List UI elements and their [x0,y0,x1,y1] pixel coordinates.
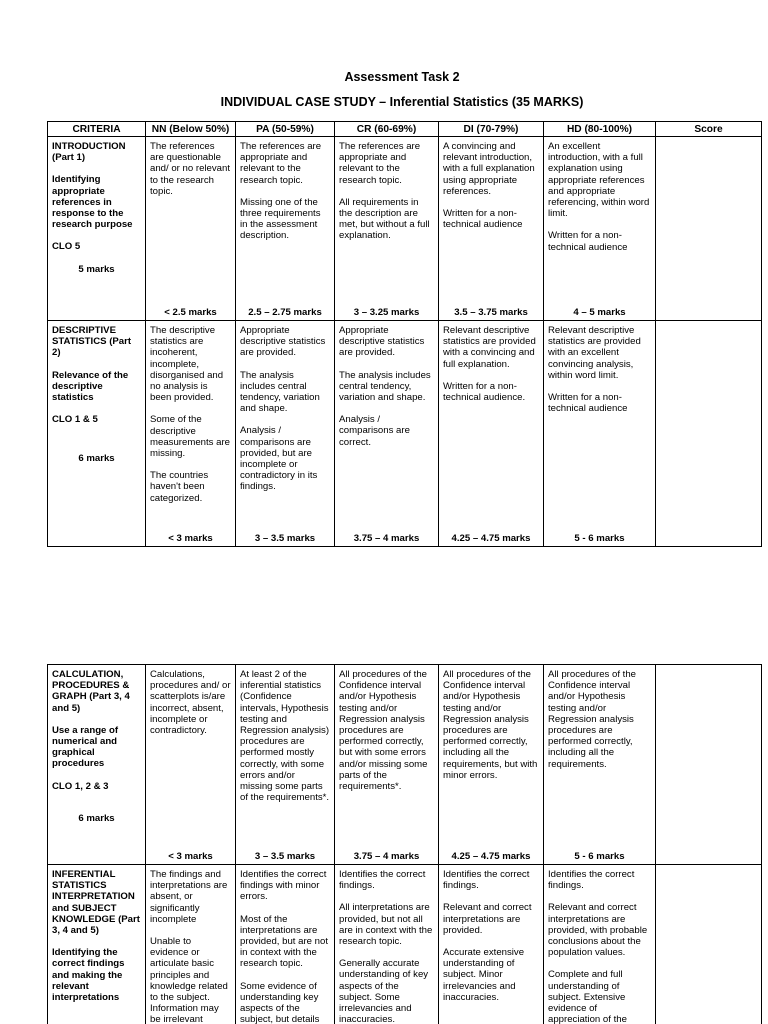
document-title: Assessment Task 2 [344,70,460,84]
descriptor-cell [439,137,544,321]
marks-range: < 3 marks [168,850,213,862]
criteria-name: INFERENTIAL STATISTICS INTERPRETATION and SUBJECT KNOWLEDGE (Part 3, 4 and 5) [52,869,140,937]
descriptor-cell [335,321,439,547]
descriptor-text: Written for a non-technical audience [443,208,523,231]
descriptor-cell [236,865,335,1024]
descriptor-text: Appropriate descriptive statistics are provided. [339,325,425,359]
marks-range: 4.25 – 4.75 marks [451,850,531,862]
score-cell[interactable] [656,321,762,547]
descriptor-text: Analysis / comparisons are correct. [339,414,410,448]
descriptor-text: All procedures of the Confidence interval and/or Hypothesis testing and/or Regression analysis procedures are performed correctly, including all the requirements, but with minor errors. [443,669,538,781]
criteria-cell [48,865,146,1024]
descriptor-text: Written for a non-technical audience [548,392,628,415]
descriptor-cell [236,321,335,547]
descriptor-text: The references are appropriate and relevant to the research topic. [240,141,322,186]
descriptor-text: Accurate extensive understanding of subject. Minor irrelevancies and inaccuracies. [443,947,525,1003]
descriptor-text: Complete and full understanding of subject. Extensive evidence of appreciation of the [548,969,627,1024]
descriptor-text: All interpretations are provided, but not all are in context with the research topic. [339,902,433,948]
marks-range: 5 - 6 marks [574,532,625,544]
descriptor-cell [146,321,236,547]
descriptor-cell [544,865,656,1024]
descriptor-text: The references are appropriate and relevant to the research topic. [339,141,421,186]
rubric-row-calculation [48,665,762,865]
rubric-row-inferential-statistics [48,865,762,1024]
marks-range: 4.25 – 4.75 marks [451,532,531,544]
marks-range: 2.5 – 2.75 marks [248,306,322,318]
descriptor-text: Some evidence of understanding key aspects of the subject, but details [240,980,320,1024]
descriptor-cell [439,321,544,547]
descriptor-cell [146,865,236,1024]
descriptor-text: Identifies the correct findings. [548,869,635,892]
descriptor-cell [146,137,236,321]
descriptor-text: Most of the interpretations are provided, but are not in context with the research topic. [240,913,329,970]
descriptor-cell [544,665,656,865]
marks-range: < 3 marks [168,532,213,544]
criteria-description: Use a range of numerical and graphical procedures [52,724,119,770]
descriptor-text: All procedures of the Confidence interval and/or Hypothesis testing and/or Regression analysis procedures are performed correctly, but with some errors and/or missing some parts of the requirements*. [339,669,428,793]
header-row [48,122,762,137]
column-header-nn: NN (Below 50%) [146,122,236,137]
criteria-total-marks: 6 marks [78,812,115,824]
descriptor-cell [236,665,335,865]
descriptor-text: Generally accurate understanding of key aspects of the subject. Some irrelevancies and inaccuracies. [339,958,429,1024]
score-cell[interactable] [656,137,762,321]
criteria-description: Identifying appropriate references in response to the research purpose [52,174,133,231]
criteria-clo: CLO 1, 2 & 3 [52,780,109,792]
criteria-clo: CLO 5 [52,241,81,253]
rubric-table-1 [47,121,762,547]
column-header-cr: CR (60-69%) [335,122,439,137]
descriptor-text: All procedures of the Confidence interval and/or Hypothesis testing and/or Regression analysis procedures are performed correctly, including all the requirements. [548,669,636,770]
column-header-pa: PA (50-59%) [236,122,335,137]
column-header-score: Score [656,122,762,137]
criteria-clo: CLO 1 & 5 [52,414,98,426]
descriptor-text: The references are questionable and/ or no relevant to the research topic. [150,141,231,197]
descriptor-cell [439,865,544,1024]
descriptor-text: A convincing and relevant introduction, with a full explanation using appropriate references. [443,141,535,197]
descriptor-text: The descriptive statistics are incoherent, incomplete, disorganised and no analysis is been provided. [150,325,224,404]
score-cell[interactable] [656,665,762,865]
descriptor-text: Some of the descriptive measurements are missing. [150,414,230,460]
descriptor-text: At least 2 of the inferential statistics (Confidence intervals, Hypothesis testing and Regression analysis) procedures are performed mostly correctly, with some errors and/or missing some parts of the requirements*. [240,669,330,804]
criteria-total-marks: 6 marks [78,453,115,465]
column-header-di: DI (70-79%) [439,122,544,137]
marks-range: 3 – 3.5 marks [254,532,316,544]
descriptor-cell [544,137,656,321]
descriptor-text: The analysis includes central tendency, variation and shape. [240,369,320,415]
descriptor-cell [335,137,439,321]
descriptor-text: All requirements in the description are met, but without a full explanation. [339,196,430,242]
descriptor-text: Relevant descriptive statistics are provided with an excellent convincing analysis, within word limit. [548,325,641,381]
column-header-hd: HD (80-100%) [544,122,656,137]
descriptor-text: The findings and interpretations are absent, or significantly incomplete [150,869,228,925]
column-header-criteria: CRITERIA [48,122,146,137]
descriptor-text: Identifies the correct findings. [443,869,530,892]
criteria-name: INTRODUCTION (Part 1) [52,141,126,164]
descriptor-cell [544,321,656,547]
descriptor-text: Relevant and correct interpretations are provided. [443,902,532,936]
criteria-name: DESCRIPTIVE STATISTICS (Part 2) [52,325,132,359]
marks-range: 3 – 3.5 marks [254,850,316,862]
marks-range: 3.75 – 4 marks [353,532,420,544]
criteria-cell [48,137,146,321]
rubric-table-2 [47,664,762,1024]
descriptor-text: Calculations, procedures and/ or scatterplots is/are incorrect, absent, incomplete or contradictory. [150,669,231,737]
criteria-total-marks: 5 marks [78,263,115,275]
rubric-row-introduction [48,137,762,321]
descriptor-text: Identifies the correct findings. [339,869,426,892]
document-subtitle: INDIVIDUAL CASE STUDY – Inferential Statistics (35 MARKS) [220,95,584,109]
descriptor-text: Identifies the correct findings with minor errors. [240,869,327,903]
criteria-description: Identifying the correct findings and making the relevant interpretations [52,947,125,1004]
descriptor-text: Missing one of the three requirements in the assessment description. [240,196,321,242]
marks-range: 3 – 3.25 marks [353,306,420,318]
descriptor-text: Relevant and correct interpretations are provided, with probable conclusions about the population values. [548,902,648,959]
marks-range: 3.5 – 3.75 marks [454,306,528,318]
marks-range: 3.75 – 4 marks [353,850,420,862]
descriptor-text: Appropriate descriptive statistics are provided. [240,325,326,359]
descriptor-text: The analysis includes central tendency, variation and shape. [339,369,431,404]
rubric-row-descriptive-statistics [48,321,762,547]
descriptor-text: Analysis / comparisons are provided, but are incomplete or contradictory in its findings. [240,425,318,493]
descriptor-cell [146,665,236,865]
descriptor-cell [439,665,544,865]
marks-range: < 2.5 marks [164,306,217,318]
descriptor-cell [335,665,439,865]
marks-range: 4 – 5 marks [573,306,626,318]
descriptor-text: Relevant descriptive statistics are provided with a convincing and full explanation. [443,325,536,370]
criteria-description: Relevance of the descriptive statistics [52,369,129,404]
descriptor-text: Written for a non-technical audience [548,230,628,253]
criteria-cell [48,321,146,547]
descriptor-text: Unable to evidence or articulate basic principles and knowledge related to the subject. Information may be irrelevant [150,936,228,1024]
criteria-name: CALCULATION, PROCEDURES & GRAPH (Part 3, 4 and 5) [52,669,130,714]
descriptor-cell [335,865,439,1024]
descriptor-cell [236,137,335,321]
criteria-cell [48,665,146,865]
score-cell[interactable] [656,865,762,1024]
marks-range: 5 - 6 marks [574,850,625,862]
descriptor-text: The countries haven't been categorized. [150,470,209,504]
descriptor-text: Written for a non-technical audience. [443,380,526,404]
descriptor-text: An excellent introduction, with a full explanation using appropriate references and appropriate referencing, within word limit. [548,141,650,220]
